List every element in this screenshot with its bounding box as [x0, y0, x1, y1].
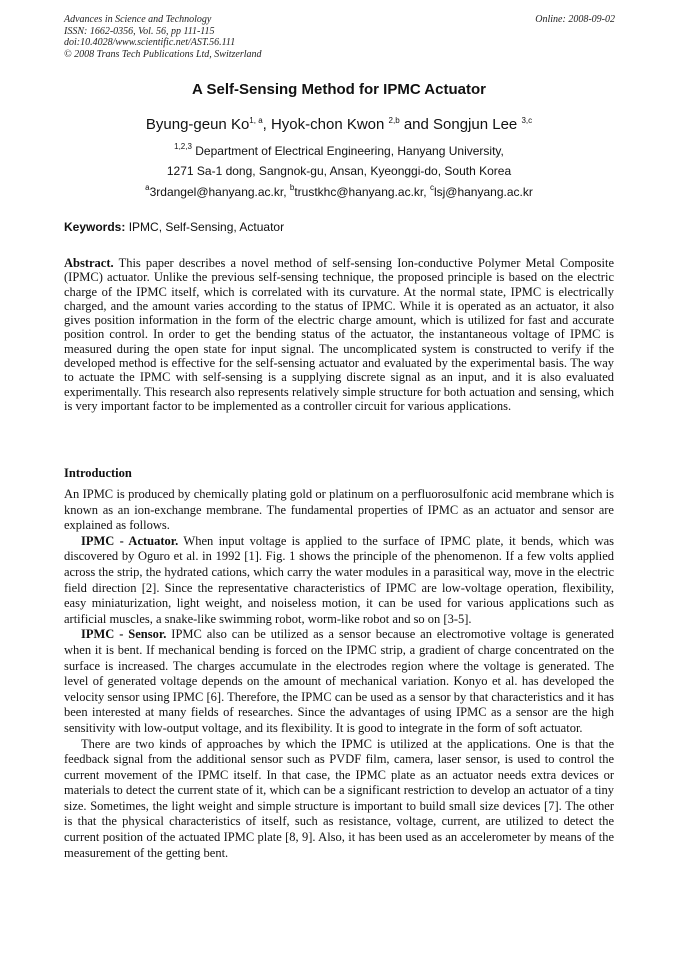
author-1-sup: 1, a	[249, 116, 263, 125]
author-1-name: Byung-geun Ko	[145, 116, 250, 133]
author-2-sup: 2,b	[388, 116, 400, 125]
affiliation-dept-text: Department of Electrical Engineering, Hanyang University,	[191, 144, 504, 158]
abstract	[64, 256, 614, 413]
journal-name: Advances in Science and Technology	[64, 14, 212, 25]
journal-issn: ISSN: 1662-0356, Vol. 56, pp 111-115	[64, 25, 215, 37]
online-date: Online: 2008-09-02	[535, 14, 615, 25]
journal-copyright: © 2008 Trans Tech Publications Ltd, Switzerland	[64, 48, 262, 60]
paper-title: A Self-Sensing Method for IPMC Actuator	[192, 81, 486, 98]
introduction-body	[64, 487, 614, 861]
author-3-name: and Songjun Lee	[399, 116, 522, 133]
sensor-subheading: IPMC - Sensor.	[81, 627, 167, 642]
intro-paragraph-3-text: IPMC also can be utilized as a sensor because an electromotive voltage is generated when it is bent. If mechanical bending is forced on the IPMC strip, a gradient of charge concentrated on the surface is increased. The charges accumulate in the electrodes region where the voltage is generated. The level of generated voltage depends on the amount of mechanical variation. Konyo et al. has developed the velocity sensor using IPMC [6]. Therefore, the IPMC can be used as a sensor by that characteristics and it has been interested at many fields of researches. Since the advantages of using IPMC as a sensor are the high sensitivity with low-output voltage, and its flexibility. It is good to integrate in the form of soft actuator.	[64, 627, 614, 735]
keywords-text: IPMC, Self-Sensing, Actuator	[125, 220, 285, 234]
author-2-name: , Hyok-chon Kwon	[262, 116, 389, 133]
journal-doi: doi:10.4028/www.scientific.net/AST.56.111	[64, 37, 236, 48]
author-emails	[0, 185, 678, 199]
keywords-label: Keywords:	[64, 220, 126, 234]
intro-paragraph-2	[64, 534, 614, 628]
keywords	[64, 220, 616, 234]
author-list	[0, 116, 678, 133]
email-c-sup: c	[429, 183, 434, 192]
affiliation-sup: 1,2,3	[174, 142, 192, 151]
actuator-subheading: IPMC - Actuator.	[81, 533, 179, 548]
intro-paragraph-3	[64, 627, 614, 736]
affiliation-department	[0, 144, 678, 158]
email-b: trustkhc@hanyang.ac.kr,	[294, 185, 430, 199]
author-3-sup: 3,c	[521, 116, 533, 125]
abstract-label: Abstract.	[64, 256, 114, 270]
intro-paragraph-4: There are two kinds of approaches by which the IPMC is utilized at the applications. One is that the feedback signal from the additional sensor such as PVDF film, camera, laser sensor, is used to control the current movement of the IPMC itself. In that case, the IPMC plate as an actuator needs extra devices or materials to detect the current state of it, which can be a significant restriction to develop an actuator of a tiny size. Sometimes, the light weight and simple structure is important to build small size devices [7]. The other is that the physical characteristics of itself, such as resistance, voltage, current, are utilized to detect the current position of the actuated IPMC plate [8, 9]. Also, it has been used as an accelerometer by means of the measurement of the getting bent.	[64, 736, 614, 860]
intro-paragraph-1: An IPMC is produced by chemically plating gold or platinum on a perfluorosulfonic acid membrane which is known as an ion-exchange membrane. The fundamental properties of IPMC as an actuator and sensor are explained as follows.	[64, 487, 614, 533]
email-c: lsj@hanyang.ac.kr	[433, 185, 533, 199]
affiliation-address: 1271 Sa-1 dong, Sangnok-gu, Ansan, Kyeonggi-do, South Korea	[166, 164, 512, 178]
email-b-sup: b	[289, 183, 295, 192]
email-a-sup: a	[145, 183, 150, 192]
email-a: 3rdangel@hanyang.ac.kr,	[149, 185, 290, 199]
abstract-text: This paper describes a novel method of self-sensing Ion-conductive Polymer Metal Composite (IPMC) actuator. Unlike the previous self-sensing technique, the proposed principle is based on the electric charge of the IPMC itself, which is correlated with its curvature. At the normal state, IPMC is electrically charged, and the amount varies according to the status of IPMC. While it is operated as an actuator, it also gives position information in the form of the electric charge amount, which is utilized for fast and accurate position control. In order to get the bending status of the actuator, the instantaneous voltage of IPMC is measured during the open state for input signal. The uncomplicated system is constructed to verify if the developed method is effective for the self-sensing actuator and evaluated by the experimental basis. The way to actuate the IPMC with self-sensing is a supplying discrete signal as an input, and it is also evaluated experimentally. This research also represents relatively simple structure for both actuation and sensing, which is very important factor to be implemented as a controller circuit for various applications.	[64, 256, 614, 413]
intro-paragraph-2-text: When input voltage is applied to the surface of IPMC plate, it bends, which was discovered by Oguro et al. in 1992 [1]. Fig. 1 shows the principle of the phenomenon. If a few volts applied across the strip, the hydrated cations, which carry the water modules in a parasitical way, move in the electric field direction [2]. Since the representative characteristics of IPMC are low-voltage operation, flexibility, easy miniaturization, light weight, and noiseless motion, it can be used for various applications such as artificial muscles, a snake-like swimming robot, worm-like robot and so on [3-5].	[64, 533, 614, 626]
section-heading-introduction: Introduction	[64, 466, 132, 480]
